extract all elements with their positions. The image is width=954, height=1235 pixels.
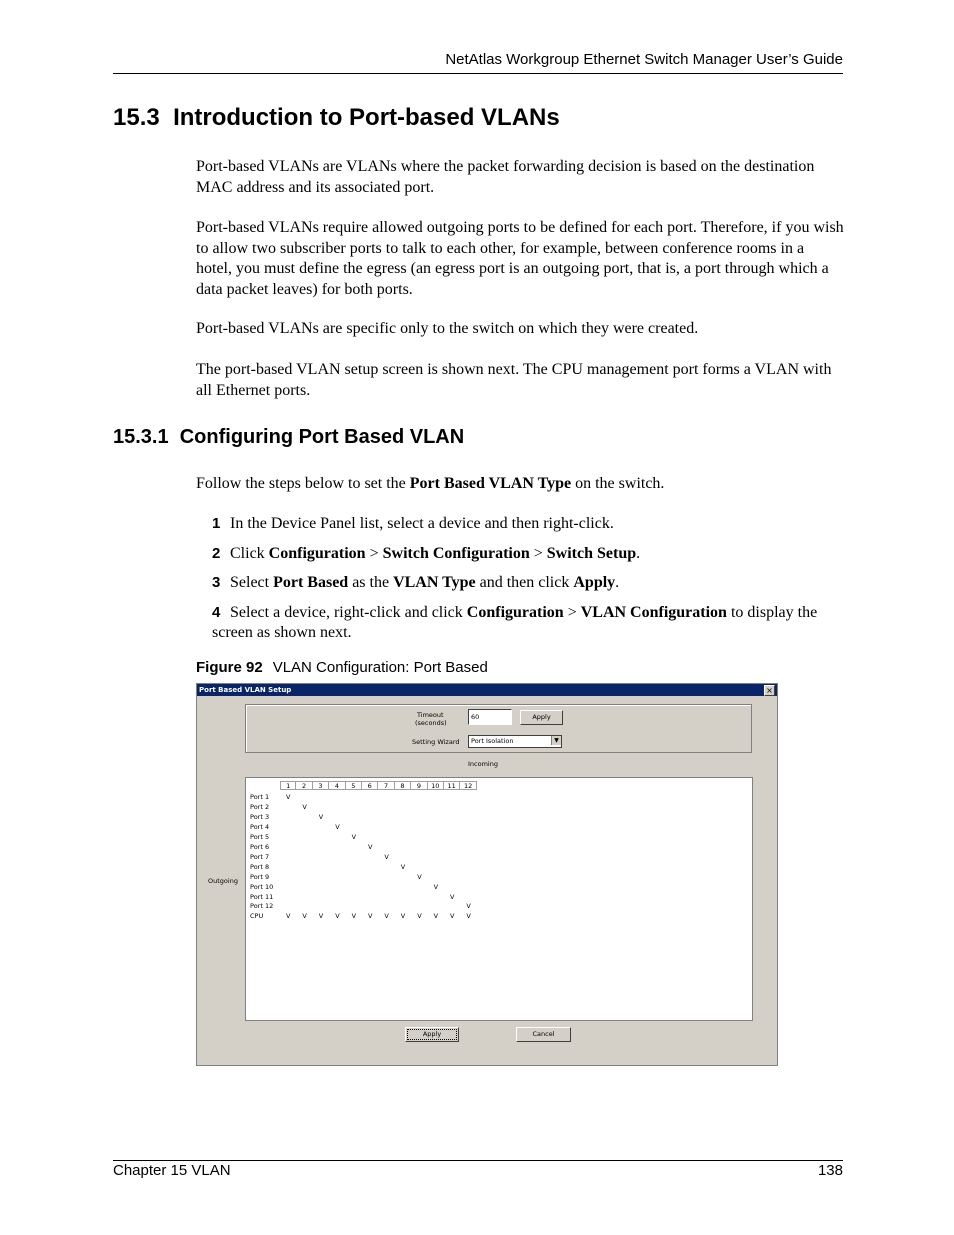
membership-check[interactable]: V: [400, 862, 406, 871]
membership-check[interactable]: V: [351, 832, 357, 841]
row-label: Port 12: [250, 902, 274, 911]
column-header-6: 6: [362, 781, 378, 790]
paragraph-1: Port-based VLANs are VLANs where the packet forwarding decision is based on the destination MAC address and its associated port.: [196, 158, 815, 196]
row-label: Port 1: [250, 793, 270, 801]
membership-check[interactable]: V: [318, 812, 324, 821]
intro-bold: Port Based VLAN Type: [409, 475, 572, 492]
membership-check[interactable]: V: [318, 912, 324, 921]
step-text-part: Select a device, right-click and click: [230, 604, 467, 621]
row-label: Port 4: [250, 822, 270, 831]
step-bold-term: VLAN Type: [393, 574, 476, 591]
subsection-title: Configuring Port Based VLAN: [179, 426, 465, 448]
step-1: [212, 514, 844, 534]
section-title: Introduction to Port-based VLANs: [173, 104, 560, 131]
step-4: [212, 603, 844, 643]
vlan-setup-dialog: [196, 683, 778, 1066]
step-text: [230, 574, 619, 591]
step-text-part: >: [529, 545, 547, 562]
row-label: Port 10: [250, 882, 274, 891]
step-2: [212, 544, 844, 564]
membership-check[interactable]: V: [384, 852, 389, 861]
column-header-11: 11: [444, 781, 460, 790]
paragraph-3: Port-based VLANs are specific only to the switch on which they were created.: [196, 320, 699, 337]
step-bold-term: Port Based: [273, 574, 349, 591]
cancel-button[interactable]: Cancel: [516, 1027, 571, 1042]
apply-timeout-button[interactable]: Apply: [520, 710, 563, 725]
timeout-label: Timeout: [417, 711, 444, 719]
step-bold-term: Configuration: [268, 545, 366, 562]
membership-check[interactable]: V: [335, 822, 340, 831]
membership-check[interactable]: V: [417, 872, 422, 881]
membership-check[interactable]: V: [286, 912, 291, 921]
figure-title: VLAN Configuration: Port Based: [272, 659, 488, 676]
wizard-select[interactable]: [468, 735, 562, 748]
step-text-part: >: [563, 604, 581, 621]
membership-check[interactable]: V: [417, 912, 422, 921]
dialog-title: Port Based VLAN Setup: [199, 686, 292, 694]
membership-check[interactable]: V: [433, 912, 439, 921]
row-label: Port 5: [250, 832, 270, 841]
membership-check[interactable]: V: [466, 902, 471, 911]
row-label: Port 6: [250, 842, 270, 851]
step-number: 3: [212, 574, 221, 591]
paragraph-4: The port-based VLAN setup screen is shown next. The CPU management port forms a VLAN with all Ethernet ports.: [196, 361, 832, 399]
step-text-part: In the Device Panel list, select a device and then right-click.: [230, 515, 614, 532]
column-header-2: 2: [296, 781, 312, 790]
step-bold-term: Apply: [573, 574, 616, 591]
step-number: 2: [212, 545, 221, 562]
close-icon[interactable]: ×: [764, 685, 775, 696]
step-text: [212, 604, 817, 641]
membership-check[interactable]: V: [351, 912, 357, 921]
column-header-1: 1: [280, 781, 296, 790]
settings-group: [245, 704, 752, 753]
column-header-3: 3: [313, 781, 329, 790]
step-number: 4: [212, 604, 221, 621]
step-bold-term: Switch Configuration: [382, 545, 530, 562]
step-text-part: >: [365, 545, 383, 562]
footer-rule: [113, 1160, 843, 1161]
membership-check[interactable]: V: [335, 912, 340, 921]
paragraph-2: Port-based VLANs require allowed outgoing ports to be defined for each port. Therefore, if you wish to allow two subscriber ports to talk to each other, for example, between conference rooms in a hotel, you must define the egress (an egress port is an outgoing port, that is, a port through which a data packet leaves) for both ports.: [196, 219, 844, 298]
membership-check[interactable]: V: [450, 912, 455, 921]
membership-check[interactable]: V: [368, 912, 373, 921]
membership-check[interactable]: V: [384, 912, 389, 921]
row-label: Port 9: [250, 872, 270, 881]
figure-caption: [196, 659, 488, 676]
timeout-unit-label: (seconds): [415, 719, 447, 727]
step-text-part: to display the screen as shown next.: [212, 604, 818, 641]
apply-button[interactable]: Apply: [405, 1027, 459, 1042]
subsection-number: 15.3.1: [113, 426, 169, 448]
wizard-label: Setting Wizard: [412, 738, 460, 746]
footer-page-number: 138: [817, 1162, 843, 1179]
steps-intro: [196, 474, 844, 495]
column-header-5: 5: [346, 781, 362, 790]
incoming-label: Incoming: [468, 760, 498, 768]
step-text-part: Click: [230, 545, 269, 562]
column-header-10: 10: [428, 781, 444, 790]
step-text-part: and then click: [475, 574, 574, 591]
section-heading: [113, 104, 560, 132]
row-label: Port 7: [250, 852, 270, 861]
membership-check[interactable]: V: [286, 793, 291, 801]
membership-check[interactable]: V: [368, 842, 373, 851]
figure-label: Figure 92: [196, 659, 263, 676]
column-header-4: 4: [329, 781, 345, 790]
step-text: [230, 545, 640, 562]
membership-check[interactable]: V: [466, 912, 471, 921]
header-rule: [113, 73, 843, 74]
running-header: NetAtlas Workgroup Ethernet Switch Manager User’s Guide: [445, 51, 843, 68]
outgoing-label: Outgoing: [208, 877, 238, 885]
section-number: 15.3: [113, 104, 160, 131]
membership-check[interactable]: V: [433, 882, 439, 891]
timeout-input[interactable]: 60: [468, 709, 512, 725]
chevron-down-icon[interactable]: ▼: [551, 736, 561, 745]
row-label: Port 11: [250, 892, 274, 901]
intro-text: Follow the steps below to set the: [196, 475, 410, 492]
step-text: [230, 515, 614, 532]
membership-check[interactable]: V: [400, 912, 406, 921]
row-label: Port 2: [250, 802, 270, 811]
step-bold-term: VLAN Configuration: [580, 604, 727, 621]
subsection-heading: [113, 426, 464, 449]
step-text-part: .: [615, 574, 620, 591]
wizard-select-value: Port Isolation: [471, 737, 514, 745]
step-text-part: Select: [230, 574, 274, 591]
step-text-part: as the: [348, 574, 394, 591]
row-label: Port 8: [250, 862, 270, 871]
intro-text-end: on the switch.: [571, 475, 665, 492]
membership-check[interactable]: V: [450, 892, 455, 901]
column-header-12: 12: [460, 781, 476, 790]
membership-check[interactable]: V: [302, 802, 307, 811]
step-text-part: .: [636, 545, 641, 562]
step-3: [212, 573, 844, 593]
column-header-7: 7: [378, 781, 394, 790]
dialog-titlebar: [197, 684, 777, 696]
footer-chapter: Chapter 15 VLAN: [113, 1162, 231, 1179]
column-header-8: 8: [395, 781, 411, 790]
step-bold-term: Configuration: [466, 604, 564, 621]
row-label: Port 3: [250, 812, 270, 821]
vlan-matrix: [245, 777, 753, 1021]
membership-check[interactable]: V: [302, 912, 307, 921]
column-header-9: 9: [411, 781, 427, 790]
step-number: 1: [212, 515, 221, 532]
row-label: CPU: [250, 912, 264, 921]
step-bold-term: Switch Setup: [546, 545, 637, 562]
